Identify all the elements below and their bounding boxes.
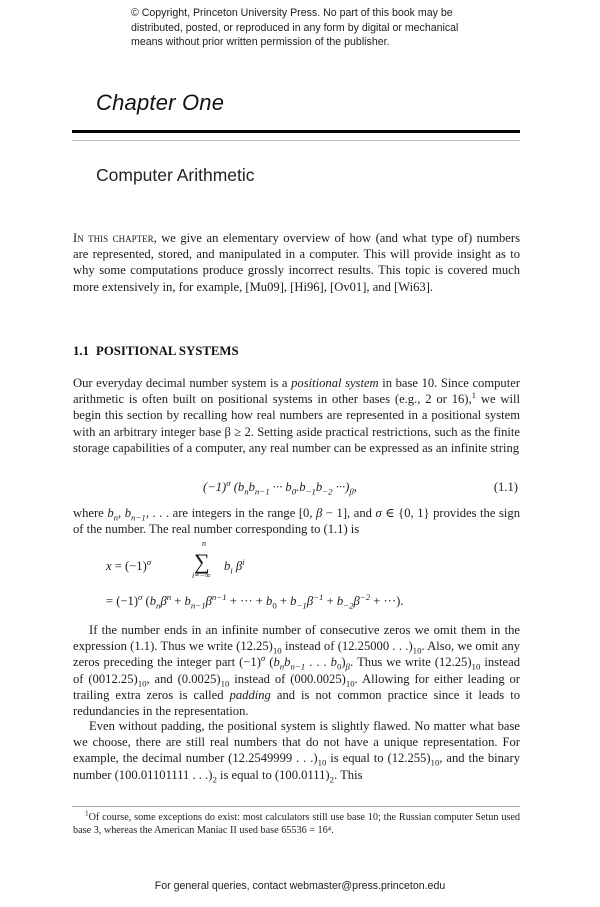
paragraph-padding: If the number ends in an infinite number of consecutive zeros we omit them in the expression (1.1). Thus we write $(12.25)_{10}$ instead of (12.25000 . . $.)_{10}$. Also, we omit any zeros preceding the integer part $(-1)^\sigma$ ($b_nb_{n-1}$ . . . $b_0)_\beta$. Thus we write $(12.25)_{10}$ instead of $(0012.25)_{10}$, and $(0.0025)_{10}$ instead of $(000.0025)_{10}$. Allowing for either leading or trailing extra zeros is called padding and is not common practice since it leads to redundancies in the representation.	[73, 623, 521, 719]
chapter-rule-thick	[72, 130, 520, 133]
footnote-rule	[72, 806, 520, 807]
footnote-marker: 1	[85, 809, 89, 818]
text-run: Our everyday decimal number system is a	[73, 376, 292, 390]
summation-sign: ∑	[194, 549, 210, 574]
sum-upper-limit: n	[202, 539, 206, 548]
paragraph-positional-systems	[73, 375, 520, 456]
emphasis-padding: padding	[229, 687, 271, 702]
equation-expression: $(-1)^\sigma$ ($b_nb_{n-1}$ ··· $b_0.b_{-1}b_{-2} \cdot\cdot\cdot)_\beta$,	[203, 477, 357, 497]
intro-lead: In this chapter	[73, 231, 154, 245]
equation-sum-line2: = $(-1)^\sigma$ ($b_n\beta^n + b_{n-1}\beta^{n-1}$ + ··· + $b_0 + b_{-1}\beta^{-1} + b_{-2}\beta^{-2}$ + ···).	[106, 591, 404, 611]
paragraph-digits: where $b_n$, $b_{n-1}$, . . . are integers in the range [0, β − 1], and σ ∈ {0, 1} provides the sign of the number. The real number corresponding to (1.1) is	[73, 506, 520, 537]
paragraph-non-unique: Even without padding, the positional system is slightly flawed. No matter what base we choose, there are still real numbers that do not have a unique representation. For example, the decimal number (12.2549999 . . $.)_{10}$ is equal to $(12.255)_{10}$, and the binary number (100.01101111 . . $.)_2$ is equal to $(100.0111)_2$. This	[73, 719, 520, 785]
emphasis-positional-system: positional system	[291, 376, 379, 390]
footer-contact: For general queries, contact webmaster@press.princeton.edu	[154, 880, 446, 892]
chapter-title: Computer Arithmetic	[96, 165, 255, 185]
chapter-rule-thin	[72, 140, 520, 141]
equation-number: (1.1)	[493, 480, 518, 494]
text-run: we will begin this section by recalling how real numbers are represented in a positional system with an arbitrary integer base β ≥ 2. Setting aside practical restrictions, such as the finite storage capabilities of a computer, any real number can be expressed as an infinite string	[73, 392, 520, 455]
section-number: 1.1	[73, 344, 89, 358]
intro-text: , we give an elementary overview of how (and what type of) numbers are represented, stored, and manipulated in a computer. This will provide insight as to why some computations produce grossly incorrect results. This topic is covered much more extensively in, for example, [Mu09], [Hi96], [Ov01], and [Wi63].	[73, 231, 520, 294]
copyright-notice: © Copyright, Princeton University Press. No part of this book may be distributed, posted, or reproduced in any form by digital or mechanical means without prior written permission of the publisher.	[131, 7, 459, 49]
section-heading	[73, 344, 239, 359]
section-title: POSITIONAL SYSTEMS	[96, 344, 239, 358]
sum-lhs: $x = (-1)^\sigma$	[106, 556, 152, 573]
footnote-text: Of course, some exceptions do exist: most calculators still use base 10; the Russian computer Setun used base 3, whereas the American Maniac II used base 65536 = 16⁴.	[73, 812, 520, 837]
sum-term: $b_i$ $\beta^i$	[224, 556, 245, 576]
footnote	[73, 811, 520, 838]
text-run: in base 10. Since computer arithmetic is often built on positional systems in other bases (e.g., 2 or 16),	[73, 376, 521, 407]
chapter-label: Chapter One	[96, 90, 225, 115]
intro-paragraph	[73, 230, 520, 295]
equation-1-1	[73, 477, 520, 498]
sum-lower-limit: i=−∞	[192, 571, 211, 580]
footnote-reference[interactable]: 1	[471, 390, 477, 401]
